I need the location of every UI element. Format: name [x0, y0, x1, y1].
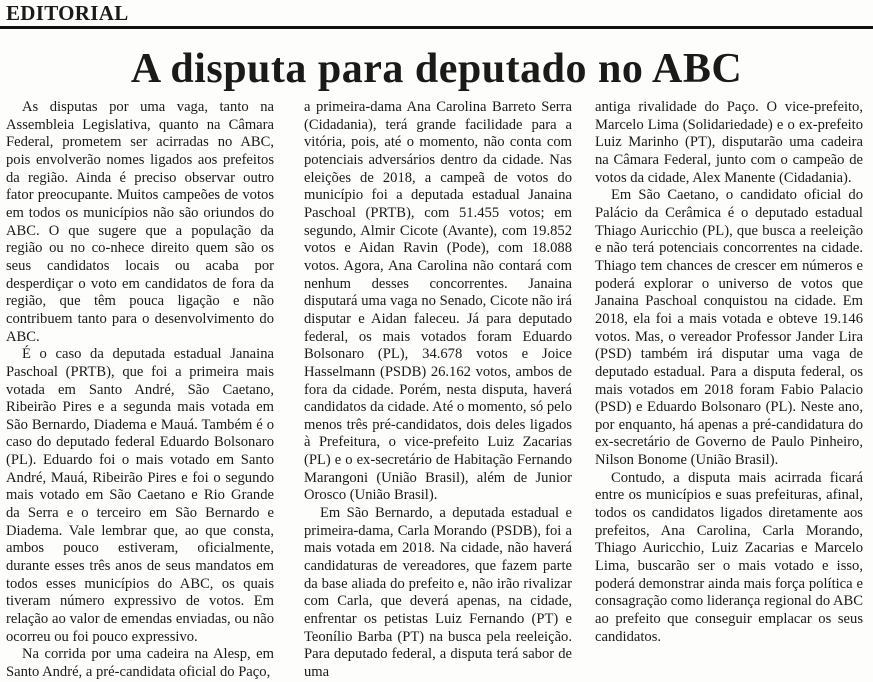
paragraph: Na corrida por uma cadeira na Alesp, em Santo André, a pré-candidata oficial do Paço, — [6, 646, 274, 680]
article-column-1 — [6, 99, 274, 680]
paragraph: Em São Bernardo, a deputada estadual e primeira-dama, Carla Morando (PSDB), foi a mais votada em 2018. Na cidade, não haverá candidaturas de vereadores, que fazem parte da base aliada do prefeito e, não irão rivalizar com Carla, que deverá apenas, na cidade, enfrentar os petistas Luiz Fernando (PT) e Teonílio Barba (PT) na busca pela reeleição. Para deputado federal, a disputa terá sabor de uma — [304, 505, 572, 680]
paragraph: Contudo, a disputa mais acirrada ficará entre os municípios e suas prefeituras, afinal, todos os candidatos ligados diretamente aos prefeitos, Ana Carolina, Carla Morando, Thiago Auricchio, Luiz Zacarias e Marcelo Lima, buscarão ser o mais votado e isso, poderá demonstrar ainda mais força política e consagração como liderança regional do ABC ao prefeito que conseguir emplacar os seus candidatos. — [595, 469, 863, 645]
article-column-2 — [304, 99, 572, 680]
paragraph: É o caso da deputada estadual Janaina Paschoal (PRTB), que foi a primeira mais votada em Santo André, São Caetano, Ribeirão Pires e a segunda mais votada em São Bernardo, Diadema e Mauá. Também é o caso do deputado federal Eduardo Bolsonaro (PL). Eduardo foi o mais votado em Santo André, Mauá, Ribeirão Pires e foi o segundo mais votado em São Caetano e Rio Grande da Serra e o terceiro em São Bernardo e Diadema. Vale lembrar que, ao que consta, ambos pouco estiveram, oficialmente, durante esses três anos de seus mandatos em todos esses municípios do ABC, os quais tiveram número expressivo de votos. Em relação ao valor de emendas enviadas, ou não ocorreu ou foi pouco expressivo. — [6, 346, 274, 645]
article-column-3 — [595, 99, 863, 645]
paragraph: antiga rivalidade do Paço. O vice-prefeito, Marcelo Lima (Solidariedade) e o ex-prefeito Luiz Marinho (PT), disputarão uma cadeira na Câmara Federal, junto com o campeão de votos da cidade, Alex Manente (Cidadania). — [595, 99, 863, 186]
article-headline: A disputa para deputado no ABC — [130, 46, 743, 92]
paragraph: Em São Caetano, o candidato oficial do Palácio da Cerâmica é o deputado estadual Thiago Auricchio (PL), que busca a reeleição e não terá potenciais concorrentes na cidade. Thiago tem chances de crescer em números e poderá explorar o universo de votos que Janaina Paschoal conquistou na cidade. Em 2018, ela foi a mais votada e obteve 19.146 votos. Mas, o vereador Professor Jander Lira (PSD) também irá disputar uma vaga de deputado estadual. Para a disputa federal, os mais votados em 2018 foram Fabio Palacio (PSD) e Eduardo Bolsonaro (PL). Neste ano, por enquanto, há apenas a pré-candidatura do ex-secretário de Governo de Paulo Pinheiro, Nilson Bonome (União Brasil). — [595, 187, 863, 469]
paragraph: As disputas por uma vaga, tanto na Assembleia Legislativa, quanto na Câmara Federal, prometem ser acirradas no ABC, pois envolverão nomes ligados aos prefeitos da região. Ainda é preciso observar outro fator preocupante. Muitos campeões de votos em todos os municípios não são oriundos do ABC. O que sugere que a população da região ou no co-nhece direito quem são os seus candidatos locais ou acaba por desperdiçar o voto em candidatos de fora da região, que têm pouca ligação e não contribuem tanto para o desenvolvimento do ABC. — [6, 99, 274, 345]
section-rule — [0, 26, 873, 29]
section-title: EDITORIAL — [6, 1, 129, 25]
paragraph: a primeira-dama Ana Carolina Barreto Serra (Cidadania), terá grande facilidade para a vitória, pois, até o momento, não conta com potenciais adversários dentro da cidade. Nas eleições de 2018, a campeã de votos do município foi a deputada estadual Janaina Paschoal (PRTB), com 51.455 votos; em segundo, Almir Cicote (Avante), com 19.852 votos e Aidan Ravin (Pode), com 18.088 votos. Agora, Ana Carolina não contará com nenhum desses concorrentes. Janaina disputará uma vaga no Senado, Cicote não irá disputar e Aidan faleceu. Já para deputado federal, os mais votados foram Eduardo Bolsonaro (PL), 34.678 votos e Joice Hasselmann (PSDB) 26.162 votos, ambos de fora da cidade. Porém, nesta disputa, haverá candidatos da cidade. Até o momento, só pelo menos três pré-candidatos, dois deles ligados à Prefeitura, o vice-prefeito Luiz Zacarias (PL) e o ex-secretário de Habitação Fernando Marangoni (União Brasil), além de Junior Orosco (União Brasil). — [304, 99, 572, 504]
